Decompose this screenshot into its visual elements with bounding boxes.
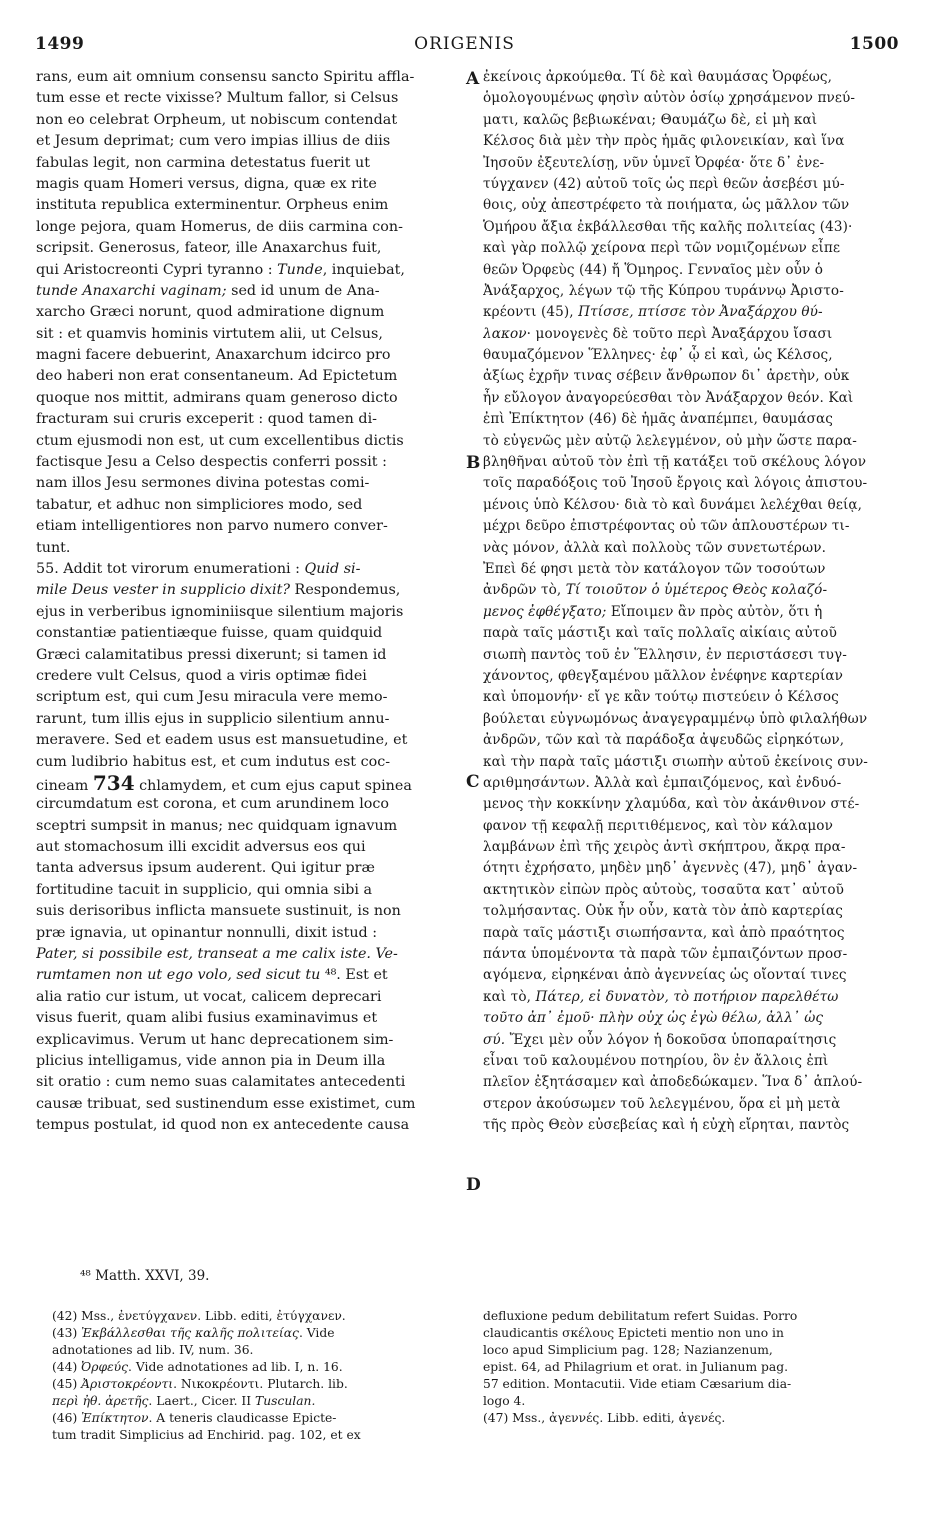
latin-text-line: visus fuerit, quam alibi fusius examinavimus et xyxy=(36,1010,378,1027)
greek-text-line: σύ. Ἔχει μὲν οὖν λόγον ἡ δοκοῦσα ὑποπαραίτησις xyxy=(483,1031,837,1048)
greek-text-line: Ἐπεὶ δέ φησι μετὰ τὸν κατάλογον τῶν τοσούτων xyxy=(483,560,826,577)
latin-text-line: alia ratio cur istum, ut vocat, calicem deprecari xyxy=(36,988,382,1005)
note-line: (45) Ἀριστοκρέοντι. Νικοκρέοντι. Plutarch. lib. xyxy=(52,1377,348,1391)
greek-text-line: τῆς πρὸς Θεὸν εὐσεβείας καὶ ἡ εὐχὴ εἴρηται, παντὸς xyxy=(483,1117,850,1134)
latin-text-line: credere vult Celsus, quod a viris optimæ fidei xyxy=(36,667,367,684)
greek-text-line: βούλεται εὐγνωμόνως ἀναγεγραμμένῳ ὑπὸ φιλαλήθων xyxy=(483,710,868,727)
latin-text-line: tum esse et recte vixisse? Multum fallor, si Celsus xyxy=(36,90,399,107)
notes-right-column xyxy=(483,1308,895,1427)
latin-text-line: tanta adversus ipsum auderent. Qui igitur præ xyxy=(36,860,375,877)
latin-text-line: explicavimus. Verum ut hanc deprecationem sim- xyxy=(36,1031,394,1048)
greek-text-line: καὶ γὰρ πολλῷ χείρονα περὶ τῶν νομιζομένων εἶπε xyxy=(483,240,841,257)
latin-text-line: tempus postulat, id quod non ex antecedente causa xyxy=(36,1117,410,1134)
greek-text-line: λακον· μονογενὲς δὲ τοῦτο περὶ Ἀναξάρχου ἴσασι xyxy=(483,325,833,342)
greek-text-line: ματι, καλῶς βεβιωκέναι; Θαυμάζω δὲ, εἰ μὴ καὶ xyxy=(483,111,818,128)
latin-text-line: sit oratio : cum nemo suas calamitates antecedenti xyxy=(36,1074,406,1091)
latin-text-line: aut stomachosum illi excidit adversus eos qui xyxy=(36,839,366,856)
greek-text-line: ότητι ἐχρήσατο, μηδὲν μηδ᾽ ἀγεννὲς (47), μηδ᾽ ἀγαν- xyxy=(483,860,858,877)
latin-text-line: scriptum est, qui cum Jesu miracula vere memo- xyxy=(36,689,388,706)
running-title: ORIGENIS xyxy=(414,34,515,54)
latin-text-line: xarcho Græci norunt, quod admiratione dignum xyxy=(36,304,385,321)
latin-text-line: cum ludibrio habitus est, et cum indutus est coc- xyxy=(36,753,391,770)
note-line: logo 4. xyxy=(483,1394,526,1408)
latin-text-line: cineam 734 chlamydem, et cum ejus caput spinea xyxy=(36,770,412,795)
greek-text-line: σιωπὴ παντὸς τοῦ ἐν Ἕλλησιν, ἐν περιστάσεσι τυγ- xyxy=(483,646,847,663)
greek-text-line: ἀνδρῶν, τῶν καὶ τὰ παράδοξα ἀψευδῶς εἰρηκότων, xyxy=(483,732,845,749)
latin-text-line: instituta republica exterminentur. Orpheus enim xyxy=(36,197,389,214)
greek-text-line: τύγχανεν (42) αὐτοῦ τοῖς ὡς περὶ θεῶν ἀσεβέσι μύ- xyxy=(483,175,845,192)
note-line: claudicantis σκέλους Epicteti mentio non uno in xyxy=(483,1326,784,1340)
greek-text-line: θεῶν Ὀρφεὺς (44) ἤ Ὅμηρος. Γενναῖος μὲν οὖν ὁ xyxy=(483,261,824,278)
latin-text-line: suis derisoribus inflicta mansuete sustinuit, is non xyxy=(36,903,401,920)
latin-text-line: tunt. xyxy=(36,539,71,556)
latin-text-line: causæ tribuat, sed sustinendum esse existimet, cum xyxy=(36,1095,416,1112)
latin-text-line: rarunt, tum illis ejus in supplicio silentium annu- xyxy=(36,710,390,727)
latin-text-line: ejus in verberibus ignominiisque silentium majoris xyxy=(36,603,404,620)
greek-text-line: ἀξίως ἐχρῆν τινας σέβειν ἄνθρωπον δι᾽ ἀρετὴν, οὐκ xyxy=(483,368,850,385)
latin-text-line: qui Aristocreonti Cypri tyranno : Tunde, inquiebat, xyxy=(36,261,405,278)
latin-text-line: fracturam sui cruris exceperit : quod tamen di- xyxy=(36,411,377,428)
greek-text-line: παρὰ ταῖς μάστιξι καὶ ταῖς πολλαῖς αἰκίαις αὐτοῦ xyxy=(483,625,837,642)
greek-text-line: Κέλσος διὰ μὲν τὴν πρὸς ἡμᾶς φιλονεικίαν, καὶ ἵνα xyxy=(483,133,845,150)
greek-text-line: ὁμολογουμένως φησὶν αὐτὸν ὁσίῳ χρησάμενον πνεύ- xyxy=(483,90,856,107)
greek-text-line: ἀνδρῶν τὸ, Τί τοιοῦτον ὁ ὑμέτερος Θεὸς κολαζό- xyxy=(483,582,828,599)
greek-text-line: μέχρι δεῦρο ἐπιστρέφοντας οὐ τῶν ἁπλουστέρων τι- xyxy=(483,518,850,535)
greek-text-line: φανον τῇ κεφαλῇ περιτιθέμενος, καὶ τὸν κάλαμον xyxy=(483,817,833,834)
section-marker-a: A xyxy=(466,69,480,89)
latin-text-line: constantiæ patientiæque fuisse, quam quidquid xyxy=(36,625,383,642)
section-marker-b: B xyxy=(466,453,481,473)
greek-text-line: μένοις ὑπὸ Κέλσου· διὰ τὸ καὶ δυνάμει λελέχθαι θείᾳ, xyxy=(483,496,863,513)
latin-text-line: meravere. Sed et eadem usus est mansuetudine, et xyxy=(36,732,408,749)
greek-text-line: τοῖς παραδόξοις τοῦ Ἰησοῦ ἔργοις καὶ λόγοις ἀπιστου- xyxy=(483,475,868,492)
latin-text-line: tunde Anaxarchi vaginam; sed id unum de Ana- xyxy=(36,282,380,299)
page-header xyxy=(0,34,929,60)
note-line: adnotationes ad lib. IV, num. 36. xyxy=(52,1343,254,1357)
greek-text-line: χάνοντος, φθεγξαμένου μᾶλλον ἐνέφηνε καρτερίαν xyxy=(483,667,844,684)
greek-text-line: καὶ ὑπομονήν· εἴ γε κἂν τούτῳ πιστεύειν ὁ Κέλσος xyxy=(483,689,839,706)
latin-text-line: fabulas legit, non carmina detestatus fuerit ut xyxy=(36,154,370,171)
latin-column xyxy=(36,67,456,1137)
note-line: περὶ ἠθ. ἀρετῆς. Laert., Cicer. II Tusculan. xyxy=(52,1394,316,1408)
section-marker-c: C xyxy=(466,772,480,792)
notes-left-column xyxy=(52,1308,462,1444)
latin-text-line: factisque Jesu a Celso despectis conferri possit : xyxy=(36,454,387,471)
greek-text-line: αριθμησάντων. Ἀλλὰ καὶ ἐμπαιζόμενος, καὶ ἐνδυό- xyxy=(483,774,842,791)
greek-text-line: τολμήσαντας. Οὐκ ἦν οὖν, κατὰ τὸν ἀπὸ καρτερίας xyxy=(483,903,843,920)
greek-text-line: μενος τὴν κοκκίνην χλαμύδα, καὶ τὸν ἀκάνθινον στέ- xyxy=(483,796,860,813)
latin-text-line: sceptri sumpsit in manus; nec quidquam ignavum xyxy=(36,817,398,834)
note-line: 57 edition. Montacutii. Vide etiam Cæsarium dia- xyxy=(483,1377,792,1391)
latin-text-line: mile Deus vester in supplicio dixit? Respondemus, xyxy=(36,582,401,599)
greek-text-line: νὰς μόνον, ἀλλὰ καὶ πολλοὺς τῶν συνετωτέρων. xyxy=(483,539,826,556)
latin-text-line: magni facere debuerint, Anaxarchum idcirco pro xyxy=(36,347,391,364)
greek-text-line: λαμβάνων ἐπὶ τῆς χειρὸς ἀντὶ σκήπτρου, ἄκρᾳ πρα- xyxy=(483,839,846,856)
greek-text-line: θοις, οὐχ ἀπεστρέφετο τὰ ποιήματα, ὡς μᾶλλον τῶν xyxy=(483,197,850,214)
greek-text-line: θαυμαζόμενον Ἕλληνες· ἐφ᾽ ᾧ εἰ καὶ, ὡς Κέλσος, xyxy=(483,347,833,364)
note-line: (47) Mss., ἀγεννές. Libb. editi, ἀγενές. xyxy=(483,1411,726,1425)
greek-text-line: Ἰησοῦν ἐξευτελίσῃ, νῦν ὑμνεῖ Ὀρφέα· ὅτε δ᾽ ἐνε- xyxy=(483,154,825,171)
latin-text-line: longe pejora, quam Homerus, de diis carmina con- xyxy=(36,218,403,235)
greek-column xyxy=(483,67,895,1137)
latin-text-line: etiam intelligentiores non parvo numero conver- xyxy=(36,518,388,535)
greek-text-line: παρὰ ταῖς μάστιξι σιωπήσαντα, καὶ ἀπὸ πραότητος xyxy=(483,924,845,941)
greek-text-line: ακτητικὸν εἰπὼν πρὸς αὐτοὺς, τοσαῦτα κατ᾽ αὐτοῦ xyxy=(483,881,845,898)
latin-text-line: tabatur, et adhuc non simpliciores modo, sed xyxy=(36,496,363,513)
greek-text-line: ἐπὶ Ἐπίκτητον (46) δὲ ἡμᾶς ἀναπέμπει, θαυμάσας xyxy=(483,411,834,428)
greek-text-line: καὶ τὸ, Πάτερ, εἰ δυνατὸν, τὸ ποτήριον παρελθέτω xyxy=(483,988,839,1005)
left-page-number: 1499 xyxy=(35,34,85,54)
latin-text-line: Pater, si possibile est, transeat a me calix iste. Ve- xyxy=(36,946,398,963)
greek-text-line: τοῦτο ἀπ᾽ ἐμοῦ· πλὴν οὐχ ὡς ἐγὼ θέλω, ἀλλ᾽ ὡς xyxy=(483,1010,824,1027)
latin-text-line: ctum ejusmodi non est, ut cum excellentibus dictis xyxy=(36,432,404,449)
latin-text-line: deo haberi non erat consentaneum. Ad Epictetum xyxy=(36,368,398,385)
note-line: (44) Ὀρφεύς. Vide adnotationes ad lib. I, n. 16. xyxy=(52,1360,343,1374)
greek-text-line: καὶ τὴν παρὰ ταῖς μάστιξι σιωπὴν αὐτοῦ ἐκείνοις συν- xyxy=(483,753,868,770)
latin-text-line: fortitudine tacuit in supplicio, qui omnia sibi a xyxy=(36,881,373,898)
greek-text-line: κρέοντι (45), Πτίσσε, πτίσσε τὸν Ἀναξάρχου θύ- xyxy=(483,304,823,321)
greek-text-line: ἦν εὔλογον ἀναγορεύεσθαι τὸν Ἀνάξαρχον θεόν. Καὶ xyxy=(483,389,854,406)
note-line: (42) Mss., ἐνετύγχανεν. Libb. editi, ἐτύγχανεν. xyxy=(52,1309,346,1323)
latin-text-line: rumtamen non ut ego volo, sed sicut tu ⁴⁸. Est et xyxy=(36,967,388,984)
latin-text-line: non eo celebrat Orpheum, ut nobiscum contendat xyxy=(36,111,398,128)
greek-text-line: Ἀνάξαρχος, λέγων τῷ τῆς Κύπρου τυράννῳ Ἀριστο- xyxy=(483,282,844,299)
greek-text-line: πλεῖον ἐξητάσαμεν καὶ ἀποδεδώκαμεν. Ἵνα δ᾽ ἁπλού- xyxy=(483,1074,863,1091)
greek-text-line: στερον ἀκούσωμεν τοῦ λελεγμένου, ὅρα εἰ μὴ μετὰ xyxy=(483,1095,841,1112)
greek-text-line: μενος ἐφθέγξατο; Εἴποιμεν ἂν πρὸς αὐτὸν, ὅτι ἡ xyxy=(483,603,823,620)
note-line: defluxione pedum debilitatum refert Suidas. Porro xyxy=(483,1309,798,1323)
scripture-footnote: ⁴⁸ Matth. XXVI, 39. xyxy=(80,1268,210,1284)
section-marker-d: D xyxy=(466,1175,481,1195)
note-line: loco apud Simplicium pag. 128; Nazianzenum, xyxy=(483,1343,773,1357)
note-line: (46) Ἐπίκτητον. A teneris claudicasse Epicte- xyxy=(52,1411,337,1425)
latin-text-line: quoque nos mittit, admirans quam generoso dicto xyxy=(36,389,398,406)
latin-text-line: circumdatum est corona, et cum arundinem loco xyxy=(36,796,390,813)
latin-text-line: nam illos Jesu sermones divina potestas comi- xyxy=(36,475,370,492)
latin-text-line: et Jesum deprimat; cum vero impias illius de diis xyxy=(36,133,391,150)
latin-text-line: 55. Addit tot virorum enumerationi : Quid si- xyxy=(36,560,361,577)
greek-text-line: εἶναι τοῦ καλουμένου ποτηρίου, ὃν ἐν ἄλλοις ἐπὶ xyxy=(483,1052,829,1069)
latin-text-line: sit : et quamvis hominis virtutem alii, ut Celsus, xyxy=(36,325,383,342)
greek-text-line: αγόμενα, εἰρηκέναι ἀπὸ ἀγεννείας ὡς οἴονταί τινες xyxy=(483,967,847,984)
note-line: epist. 64, ad Philagrium et orat. in Julianum pag. xyxy=(483,1360,788,1374)
latin-text-line: scripsit. Generosus, fateor, ille Anaxarchus fuit, xyxy=(36,240,382,257)
greek-text-line: Ὁμήρου ἄξια ἐκβάλλεσθαι τῆς καλῆς πολιτείας (43)· xyxy=(483,218,853,235)
latin-text-line: præ ignavia, ut opinantur nonnulli, dixit istud : xyxy=(36,924,378,941)
greek-text-line: πάντα ὑπομένοντα τὰ παρὰ τῶν ἐμπαιζόντων προσ- xyxy=(483,946,848,963)
latin-text-line: Græci calamitatibus pressi dixerunt; si tamen id xyxy=(36,646,387,663)
greek-text-line: τὸ εὐγενῶς μὲν αὐτῷ λελεγμένον, οὐ μὴν ὥστε παρα- xyxy=(483,432,857,449)
note-line: tum tradit Simplicius ad Enchirid. pag. 102, et ex xyxy=(52,1428,361,1442)
greek-text-line: ἐκείνοις ἀρκούμεθα. Τί δὲ καὶ θαυμάσας Ὀρφέως, xyxy=(483,69,833,85)
right-page-number: 1500 xyxy=(849,34,899,54)
greek-text-line: βληθῆναι αὐτοῦ τὸν ἐπὶ τῇ κατάξει τοῦ σκέλους λόγον xyxy=(483,454,867,471)
latin-text-line: plicius intelligamus, vide annon pia in Deum illa xyxy=(36,1052,386,1069)
note-line: (43) Ἐκβάλλεσθαι τῆς καλῆς πολιτείας. Vide xyxy=(52,1326,335,1340)
latin-text-line: rans, eum ait omnium consensu sancto Spiritu affla- xyxy=(36,69,415,85)
latin-text-line: magis quam Homeri versus, digna, quæ ex rite xyxy=(36,175,377,192)
